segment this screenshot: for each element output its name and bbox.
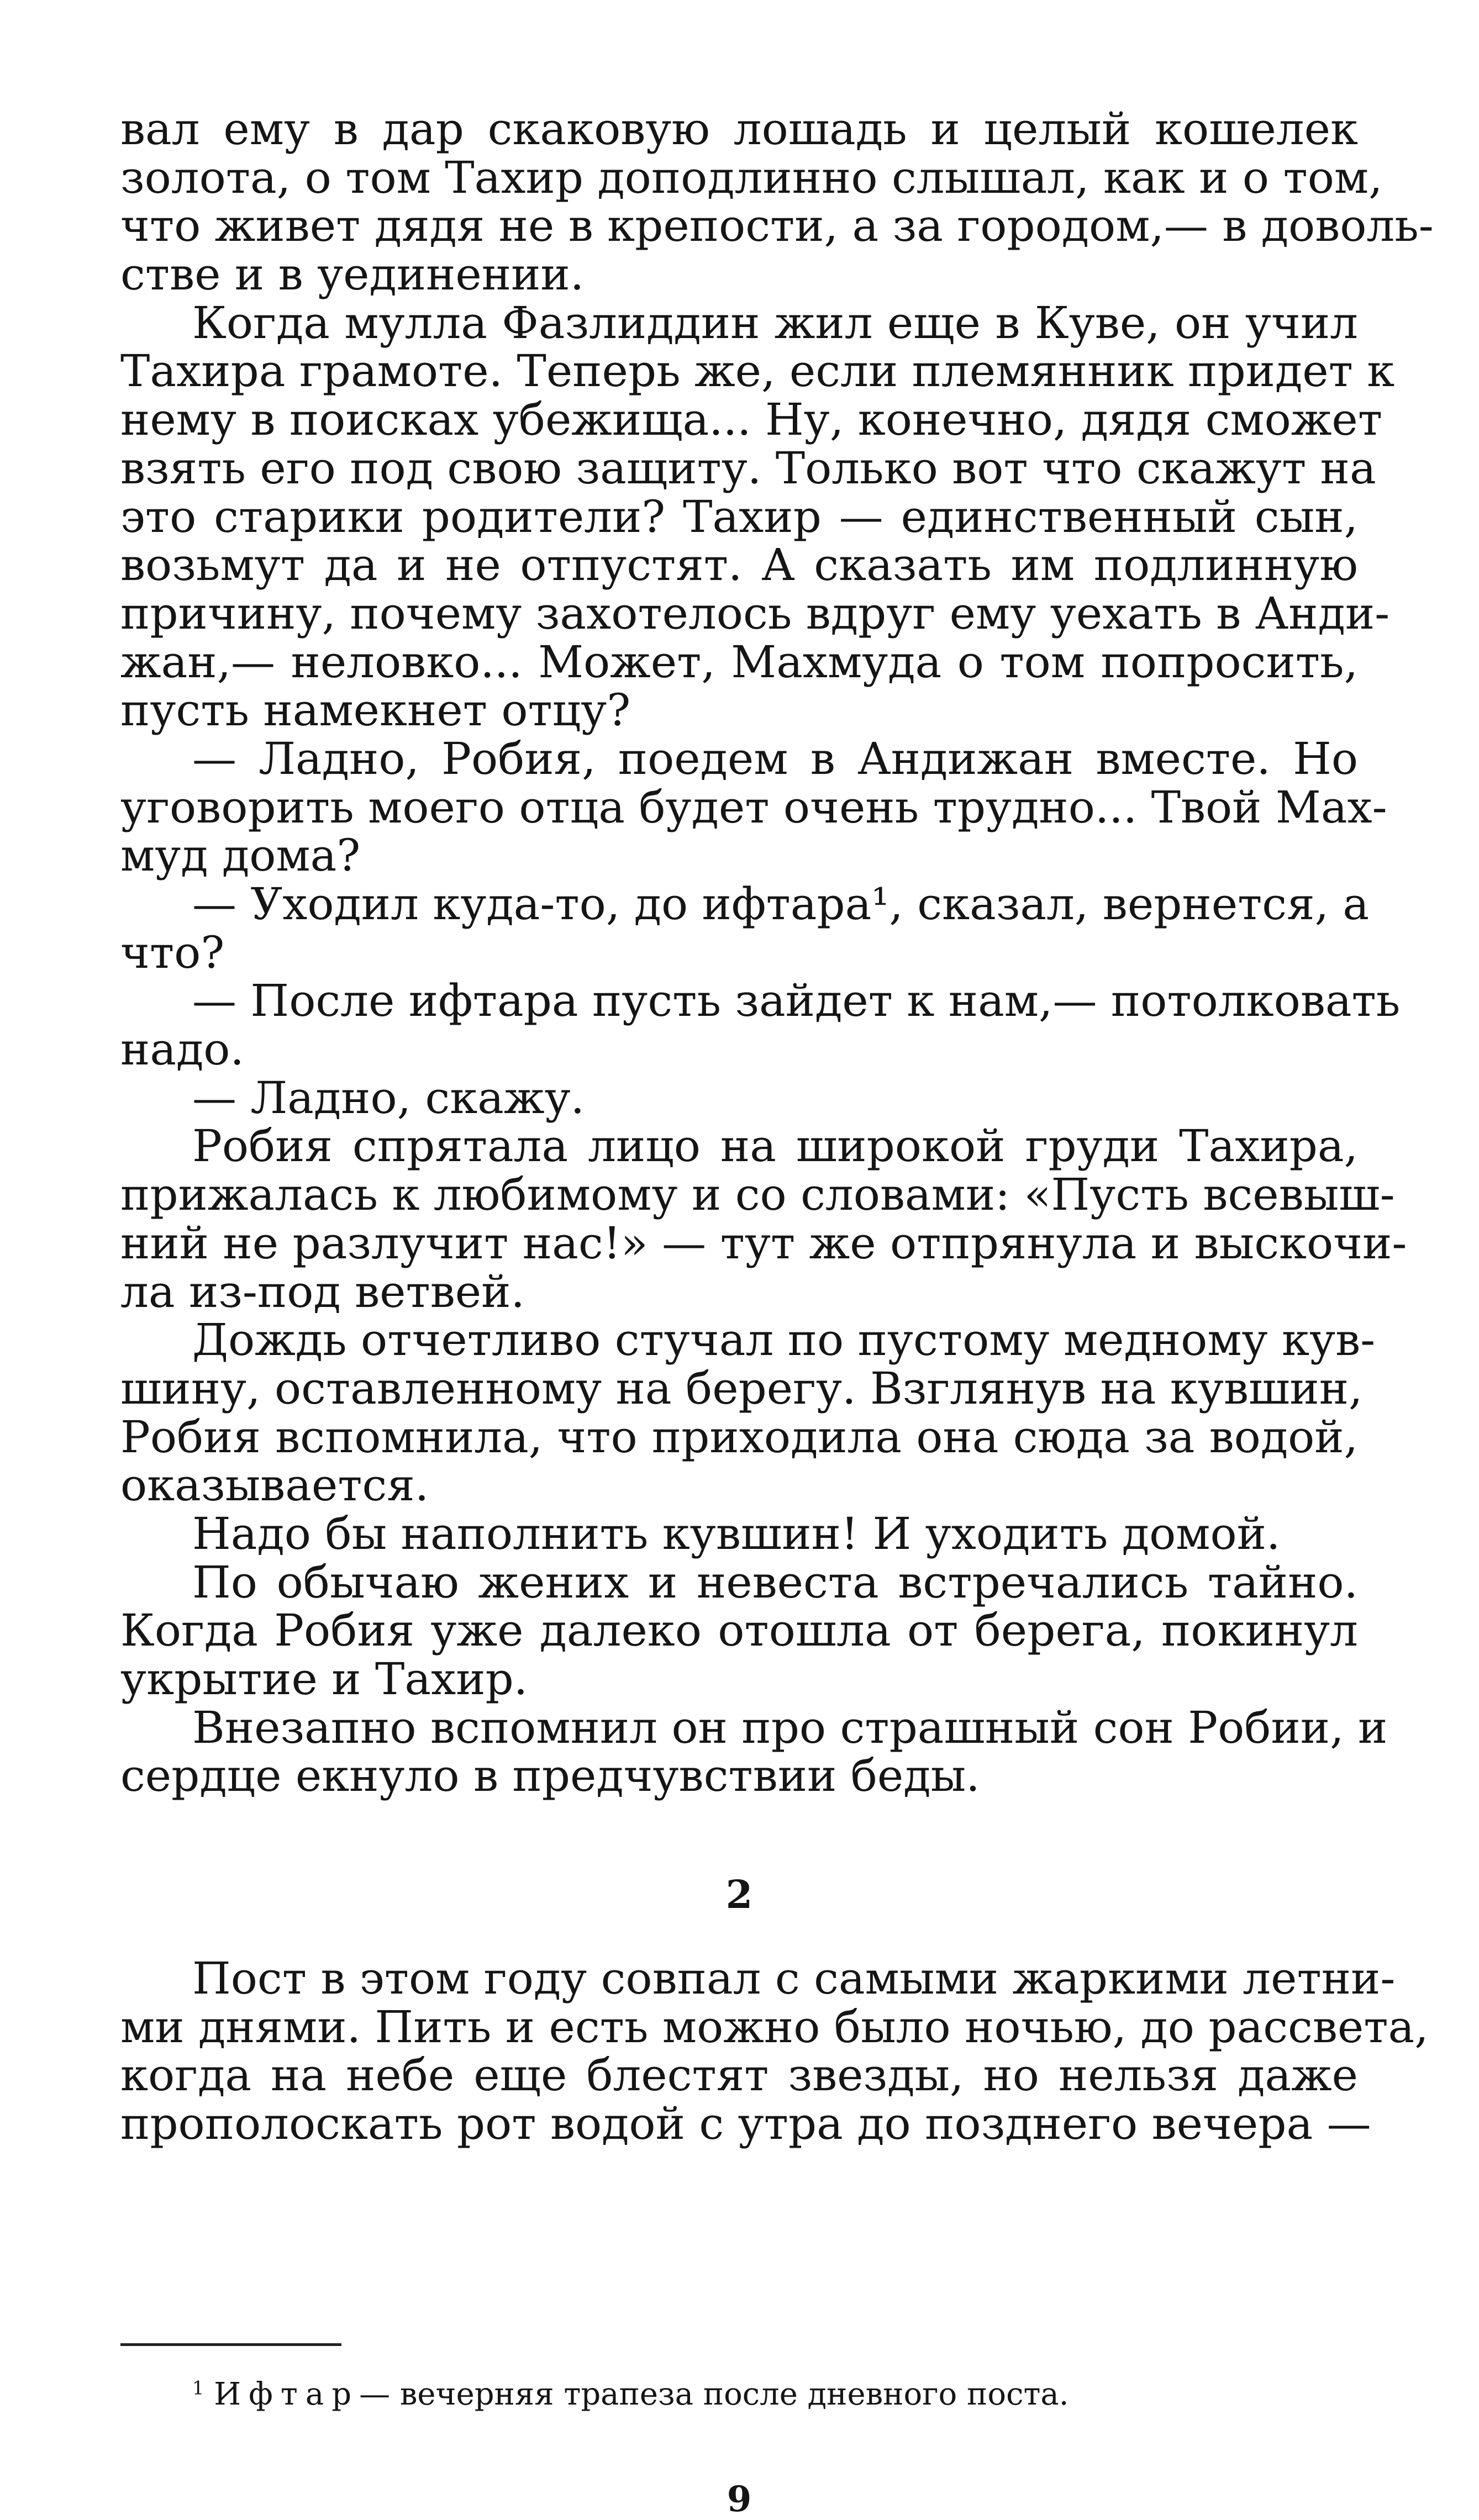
text-line: ла из-под ветвей.: [120, 1266, 525, 1317]
footnote-term: Ифтар: [214, 2376, 360, 2412]
text-line: — Ладно, скажу.: [192, 1072, 585, 1124]
text-line: Робия вспомнила, что приходила она сюда за водой,: [120, 1411, 1358, 1463]
text-line: взять его под свою защиту. Только вот что скажут на: [120, 442, 1376, 494]
text-line: Когда Робия уже далеко отошла от берега, покинул: [120, 1605, 1358, 1657]
text-line: По обычаю жених и невеста встречались тайно.: [192, 1556, 1358, 1608]
text-line: Робия спрятала лицо на широкой груди Тахира,: [192, 1120, 1358, 1172]
text-line: муд дома?: [120, 830, 361, 882]
text-line: — Ладно, Робия, поедем в Андижан вместе. Но: [192, 732, 1358, 784]
text-line: прополоскать рот водой с утра до позднего вечера —: [120, 2098, 1371, 2150]
text-line: Внезапно вспомнил он про страшный сон Робии, и: [192, 1701, 1388, 1753]
footnote-rule: [120, 2343, 341, 2346]
text-line: укрытие и Тахир.: [120, 1653, 528, 1705]
text-line: вал ему в дар скаковую лошадь и целый кошелек: [120, 103, 1358, 155]
text-line: причину, почему захотелось вдруг ему уехать в Анди-: [120, 587, 1390, 639]
footnote-text: — вечерняя трапеза после дневного поста.: [359, 2376, 1069, 2412]
text-line: Надо бы наполнить кувшин! И уходить домой.: [192, 1507, 1281, 1559]
text-line: — После ифтара пусть зайдет к нам,— потолковать: [192, 975, 1401, 1027]
footnote-marker: 1: [192, 2377, 204, 2399]
text-line: ми днями. Пить и есть можно было ночью, до рассвета,: [120, 2001, 1429, 2053]
text-line: ний не разлучит нас!» — тут же отпрянула и выскочи-: [120, 1217, 1407, 1269]
section-2-text: [120, 1953, 1429, 2150]
text-line: надо.: [120, 1024, 244, 1076]
text-line: Пост в этом году совпал с самыми жаркими летни-: [192, 1953, 1396, 2004]
text-line: что?: [120, 926, 225, 978]
text-line: Дождь отчетливо стучал по пустому медному кув-: [192, 1314, 1376, 1366]
text-line: это старики родители? Тахир — единственный сын,: [120, 491, 1358, 542]
text-line: пусть намекнет отцу?: [120, 684, 631, 736]
section-number: 2: [725, 1871, 753, 1917]
page-number: 9: [727, 2479, 752, 2520]
text-line: прижалась к любимому и со словами: «Пусть всевыш-: [120, 1169, 1395, 1221]
text-line: уговорить моего отца будет очень трудно... Твой Мах-: [120, 781, 1387, 833]
text-line: оказывается.: [120, 1459, 429, 1511]
text-line: возьмут да и не отпустят. А сказать им подлинную: [120, 539, 1358, 591]
text-line: стве и в уединении.: [120, 249, 585, 300]
text-line: золота, о том Тахир доподлинно слышал, как и о том,: [120, 151, 1383, 203]
footnote: [192, 2375, 1069, 2414]
text-line: жан,— неловко... Может, Махмуда о том попросить,: [120, 636, 1358, 688]
text-line: Когда мулла Фазлиддин жил еще в Куве, он учил: [192, 297, 1358, 349]
text-line: — Уходил куда-то, до ифтара¹, сказал, вернется, а: [192, 878, 1370, 930]
text-line: шину, оставленному на берегу. Взглянув на кувшин,: [120, 1362, 1363, 1414]
text-line: когда на небе еще блестят звезды, но нельзя даже: [120, 2049, 1358, 2101]
book-page: [120, 103, 1434, 2520]
text-line: сердце екнуло в предчувствии беды.: [120, 1750, 980, 1802]
text-line: Тахира грамоте. Теперь же, если племянник придет к: [120, 345, 1395, 397]
body-text: [120, 103, 1434, 1802]
text-line: что живет дядя не в крепости, а за городом,— в доволь-: [120, 200, 1434, 252]
text-line: нему в поисках убежища... Ну, конечно, дядя сможет: [120, 394, 1383, 446]
